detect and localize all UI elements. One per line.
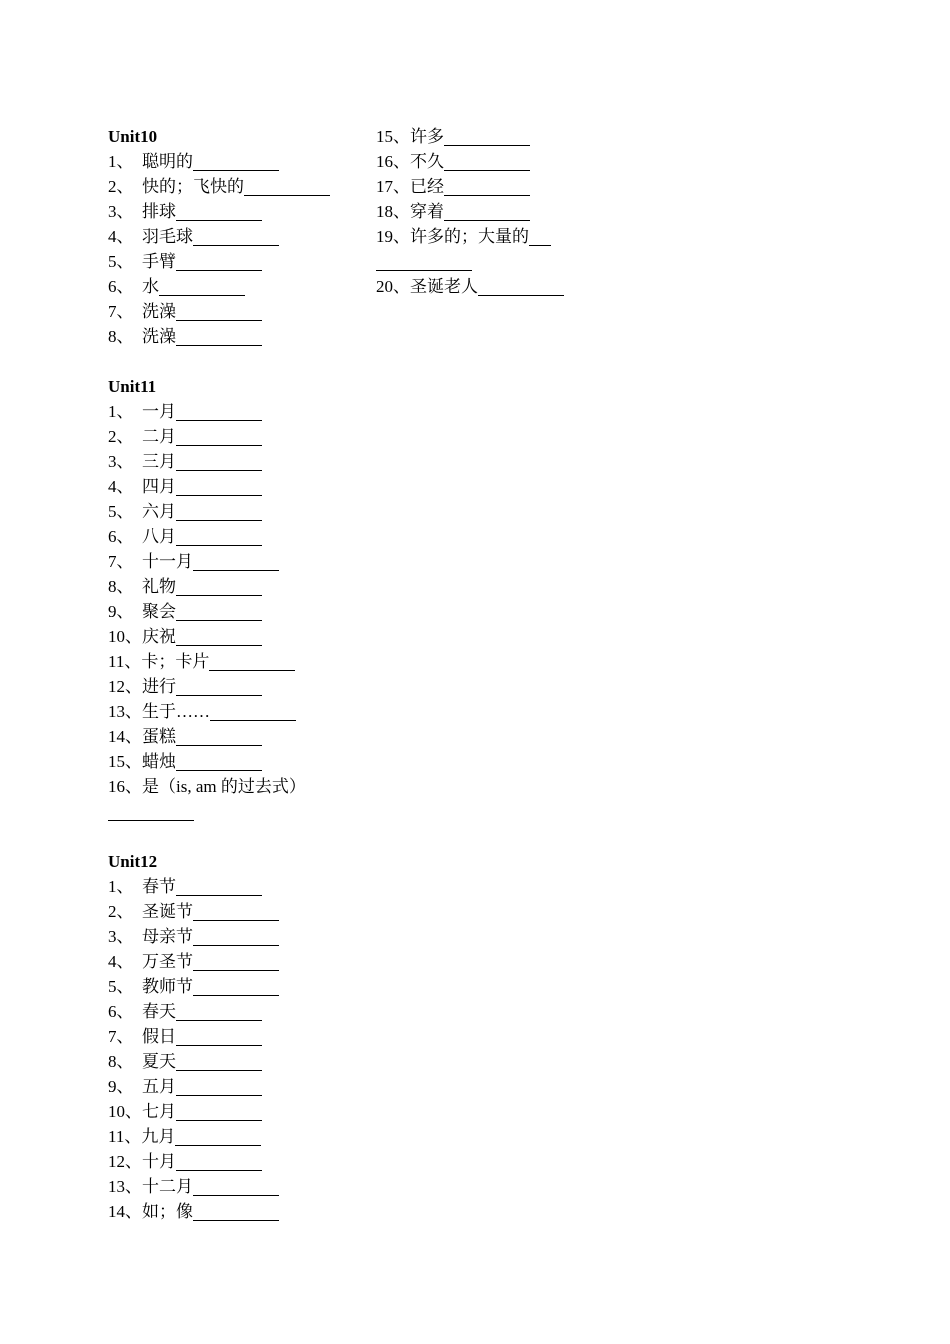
answer-blank[interactable]: [176, 478, 262, 496]
answer-blank[interactable]: [529, 228, 551, 246]
list-item: 12、进行: [108, 674, 358, 699]
answer-blank[interactable]: [176, 528, 262, 546]
list-item: 13、十二月: [108, 1174, 358, 1199]
answer-blank[interactable]: [176, 428, 262, 446]
answer-blank[interactable]: [193, 228, 279, 246]
list-item: 5、 六月: [108, 499, 358, 524]
list-item: 7、 洗澡: [108, 299, 358, 324]
list-item: 2、 二月: [108, 424, 358, 449]
answer-blank[interactable]: [376, 253, 472, 271]
list-item: 2、 圣诞节: [108, 899, 358, 924]
answer-blank[interactable]: [444, 128, 530, 146]
answer-blank[interactable]: [478, 278, 564, 296]
list-item: 3、 三月: [108, 449, 358, 474]
unit12-section: [108, 849, 358, 1224]
answer-blank[interactable]: [176, 203, 262, 221]
list-item: 15、许多: [376, 124, 616, 149]
answer-blank[interactable]: [444, 153, 530, 171]
answer-blank[interactable]: [176, 678, 262, 696]
left-column: [108, 124, 358, 1249]
answer-blank[interactable]: [176, 603, 262, 621]
list-item: 14、如；像: [108, 1199, 358, 1224]
list-item: 10、庆祝: [108, 624, 358, 649]
list-item-continuation: [108, 799, 358, 824]
list-item: 20、圣诞老人: [376, 274, 616, 299]
answer-blank[interactable]: [193, 903, 279, 921]
list-item: 4、 羽毛球: [108, 224, 358, 249]
list-item: 17、已经: [376, 174, 616, 199]
answer-blank[interactable]: [193, 1203, 279, 1221]
list-item: 15、蜡烛: [108, 749, 358, 774]
answer-blank[interactable]: [176, 1103, 262, 1121]
answer-blank[interactable]: [176, 1078, 262, 1096]
list-item: 12、十月: [108, 1149, 358, 1174]
answer-blank[interactable]: [193, 553, 279, 571]
list-item: 1、 聪明的: [108, 149, 358, 174]
answer-blank[interactable]: [193, 953, 279, 971]
answer-blank[interactable]: [176, 1003, 262, 1021]
answer-blank[interactable]: [176, 728, 262, 746]
list-item: 8、 夏天: [108, 1049, 358, 1074]
answer-blank[interactable]: [176, 303, 262, 321]
answer-blank[interactable]: [108, 803, 194, 821]
answer-blank[interactable]: [193, 153, 279, 171]
answer-blank[interactable]: [209, 653, 295, 671]
list-item: 2、 快的；飞快的: [108, 174, 358, 199]
list-item: 8、 礼物: [108, 574, 358, 599]
unit11-section: [108, 374, 358, 824]
answer-blank[interactable]: [210, 703, 296, 721]
list-item: 1、 一月: [108, 399, 358, 424]
list-item: 11、九月: [108, 1124, 358, 1149]
list-item: 6、 春天: [108, 999, 358, 1024]
answer-blank[interactable]: [444, 178, 530, 196]
list-item: 11、卡；卡片: [108, 649, 358, 674]
answer-blank[interactable]: [176, 878, 262, 896]
list-item: 6、 水: [108, 274, 358, 299]
unit-heading: Unit12: [108, 852, 158, 871]
list-item: 19、许多的；大量的: [376, 224, 616, 249]
list-item: 7、 十一月: [108, 549, 358, 574]
list-item: 16、是（is, am 的过去式）: [108, 777, 306, 796]
answer-blank[interactable]: [193, 978, 279, 996]
unit-heading: Unit10: [108, 127, 158, 146]
answer-blank[interactable]: [193, 928, 279, 946]
answer-blank[interactable]: [176, 328, 262, 346]
answer-blank[interactable]: [176, 503, 262, 521]
answer-blank[interactable]: [176, 1028, 262, 1046]
list-item: 5、 教师节: [108, 974, 358, 999]
list-item: 9、 聚会: [108, 599, 358, 624]
unit-heading: Unit11: [108, 377, 157, 396]
answer-blank[interactable]: [159, 278, 245, 296]
list-item: 7、 假日: [108, 1024, 358, 1049]
list-item: 5、 手臂: [108, 249, 358, 274]
answer-blank[interactable]: [244, 178, 330, 196]
answer-blank[interactable]: [176, 453, 262, 471]
list-item: 4、 四月: [108, 474, 358, 499]
answer-blank[interactable]: [176, 1153, 262, 1171]
answer-blank[interactable]: [176, 753, 262, 771]
list-item: 3、 排球: [108, 199, 358, 224]
answer-blank[interactable]: [176, 403, 262, 421]
list-item: 14、蛋糕: [108, 724, 358, 749]
list-item-continuation: [376, 249, 616, 274]
right-column: [376, 124, 616, 299]
list-item: 18、穿着: [376, 199, 616, 224]
list-item: 6、 八月: [108, 524, 358, 549]
list-item: 16、不久: [376, 149, 616, 174]
list-item: 1、 春节: [108, 874, 358, 899]
answer-blank[interactable]: [176, 628, 262, 646]
answer-blank[interactable]: [176, 253, 262, 271]
answer-blank[interactable]: [175, 1128, 261, 1146]
answer-blank[interactable]: [176, 578, 262, 596]
list-item: 4、 万圣节: [108, 949, 358, 974]
list-item: 8、 洗澡: [108, 324, 358, 349]
answer-blank[interactable]: [176, 1053, 262, 1071]
unit10-section: [108, 124, 358, 349]
answer-blank[interactable]: [193, 1178, 279, 1196]
list-item: 9、 五月: [108, 1074, 358, 1099]
list-item: 13、生于……: [108, 699, 358, 724]
list-item: 3、 母亲节: [108, 924, 358, 949]
answer-blank[interactable]: [444, 203, 530, 221]
list-item: 10、七月: [108, 1099, 358, 1124]
